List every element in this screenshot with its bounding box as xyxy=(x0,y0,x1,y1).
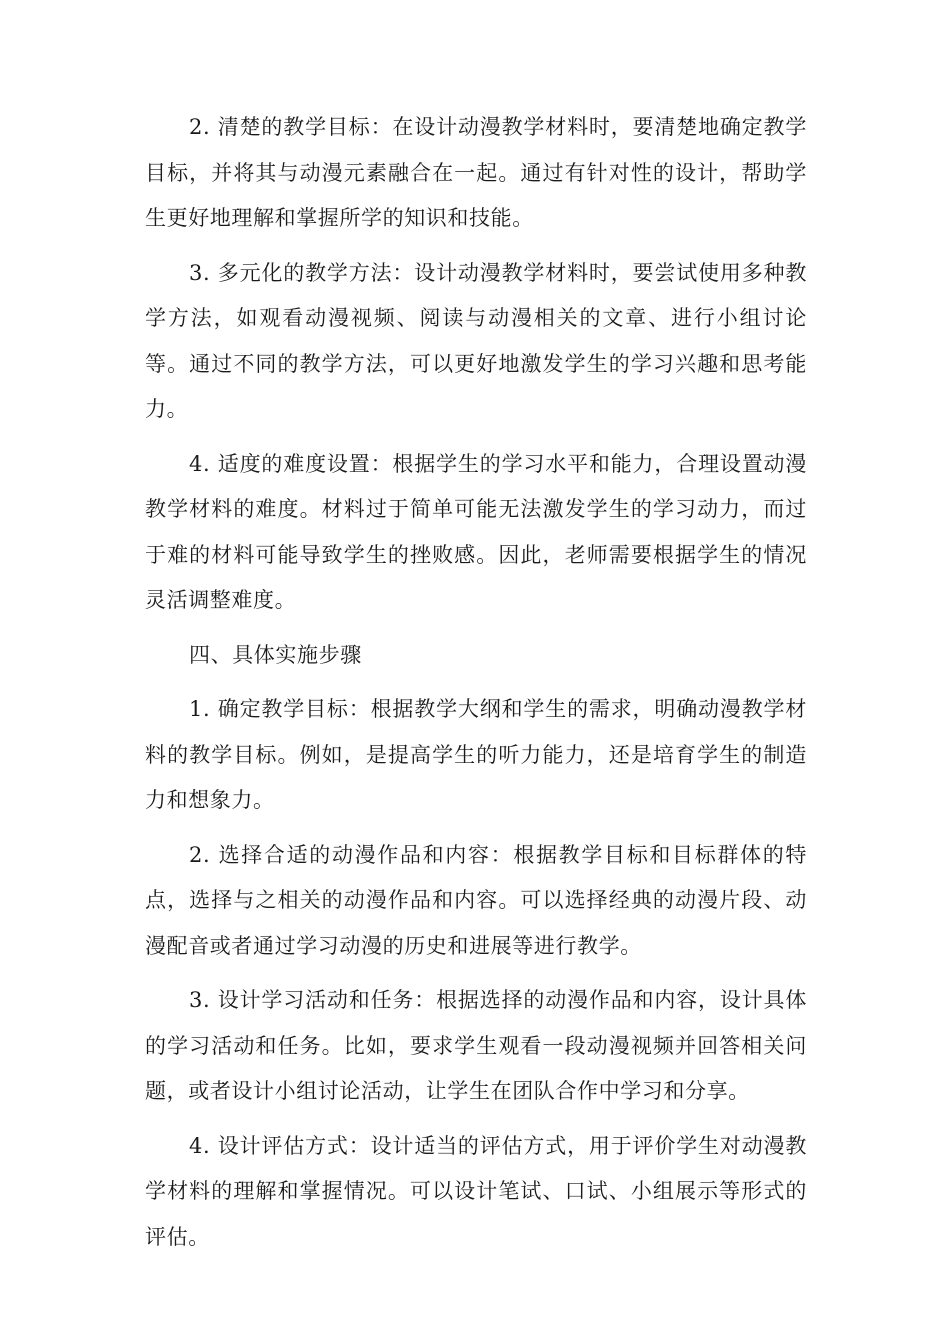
paragraph-step-define-goals: 1. 确定教学目标：根据教学大纲和学生的需求，明确动漫教学材料的教学目标。例如，是提高学生的听力能力，还是培育学生的制造力和想象力。 xyxy=(145,697,807,812)
document-body xyxy=(145,105,807,1269)
paragraph-step-design-activities: 3. 设计学习活动和任务：根据选择的动漫作品和内容，设计具体的学习活动和任务。比如，要求学生观看一段动漫视频并回答相关问题，或者设计小组讨论活动，让学生在团队合作中学习和分享。 xyxy=(145,988,807,1103)
paragraph-diverse-methods: 3. 多元化的教学方法：设计动漫教学材料时，要尝试使用多种教学方法，如观看动漫视频、阅读与动漫相关的文章、进行小组讨论等。通过不同的教学方法，可以更好地激发学生的学习兴趣和思考能力。 xyxy=(145,260,807,421)
paragraph-step-design-assessment: 4. 设计评估方式：设计适当的评估方式，用于评价学生对动漫教学材料的理解和掌握情况。可以设计笔试、口试、小组展示等形式的评估。 xyxy=(145,1133,807,1249)
paragraph-difficulty-setting: 4. 适度的难度设置：根据学生的学习水平和能力，合理设置动漫教学材料的难度。材料过于简单可能无法激发学生的学习动力，而过于难的材料可能导致学生的挫败感。因此，老师需要根据学生的情况灵活调整难度。 xyxy=(145,451,807,612)
section-heading-implementation-steps: 四、具体实施步骤 xyxy=(189,642,362,667)
paragraph-goal-clarity: 2. 清楚的教学目标：在设计动漫教学材料时，要清楚地确定教学目标，并将其与动漫元素融合在一起。通过有针对性的设计，帮助学生更好地理解和掌握所学的知识和技能。 xyxy=(145,115,807,230)
paragraph-step-select-content: 2. 选择合适的动漫作品和内容：根据教学目标和目标群体的特点，选择与之相关的动漫作品和内容。可以选择经典的动漫片段、动漫配音或者通过学习动漫的历史和进展等进行教学。 xyxy=(145,842,807,958)
